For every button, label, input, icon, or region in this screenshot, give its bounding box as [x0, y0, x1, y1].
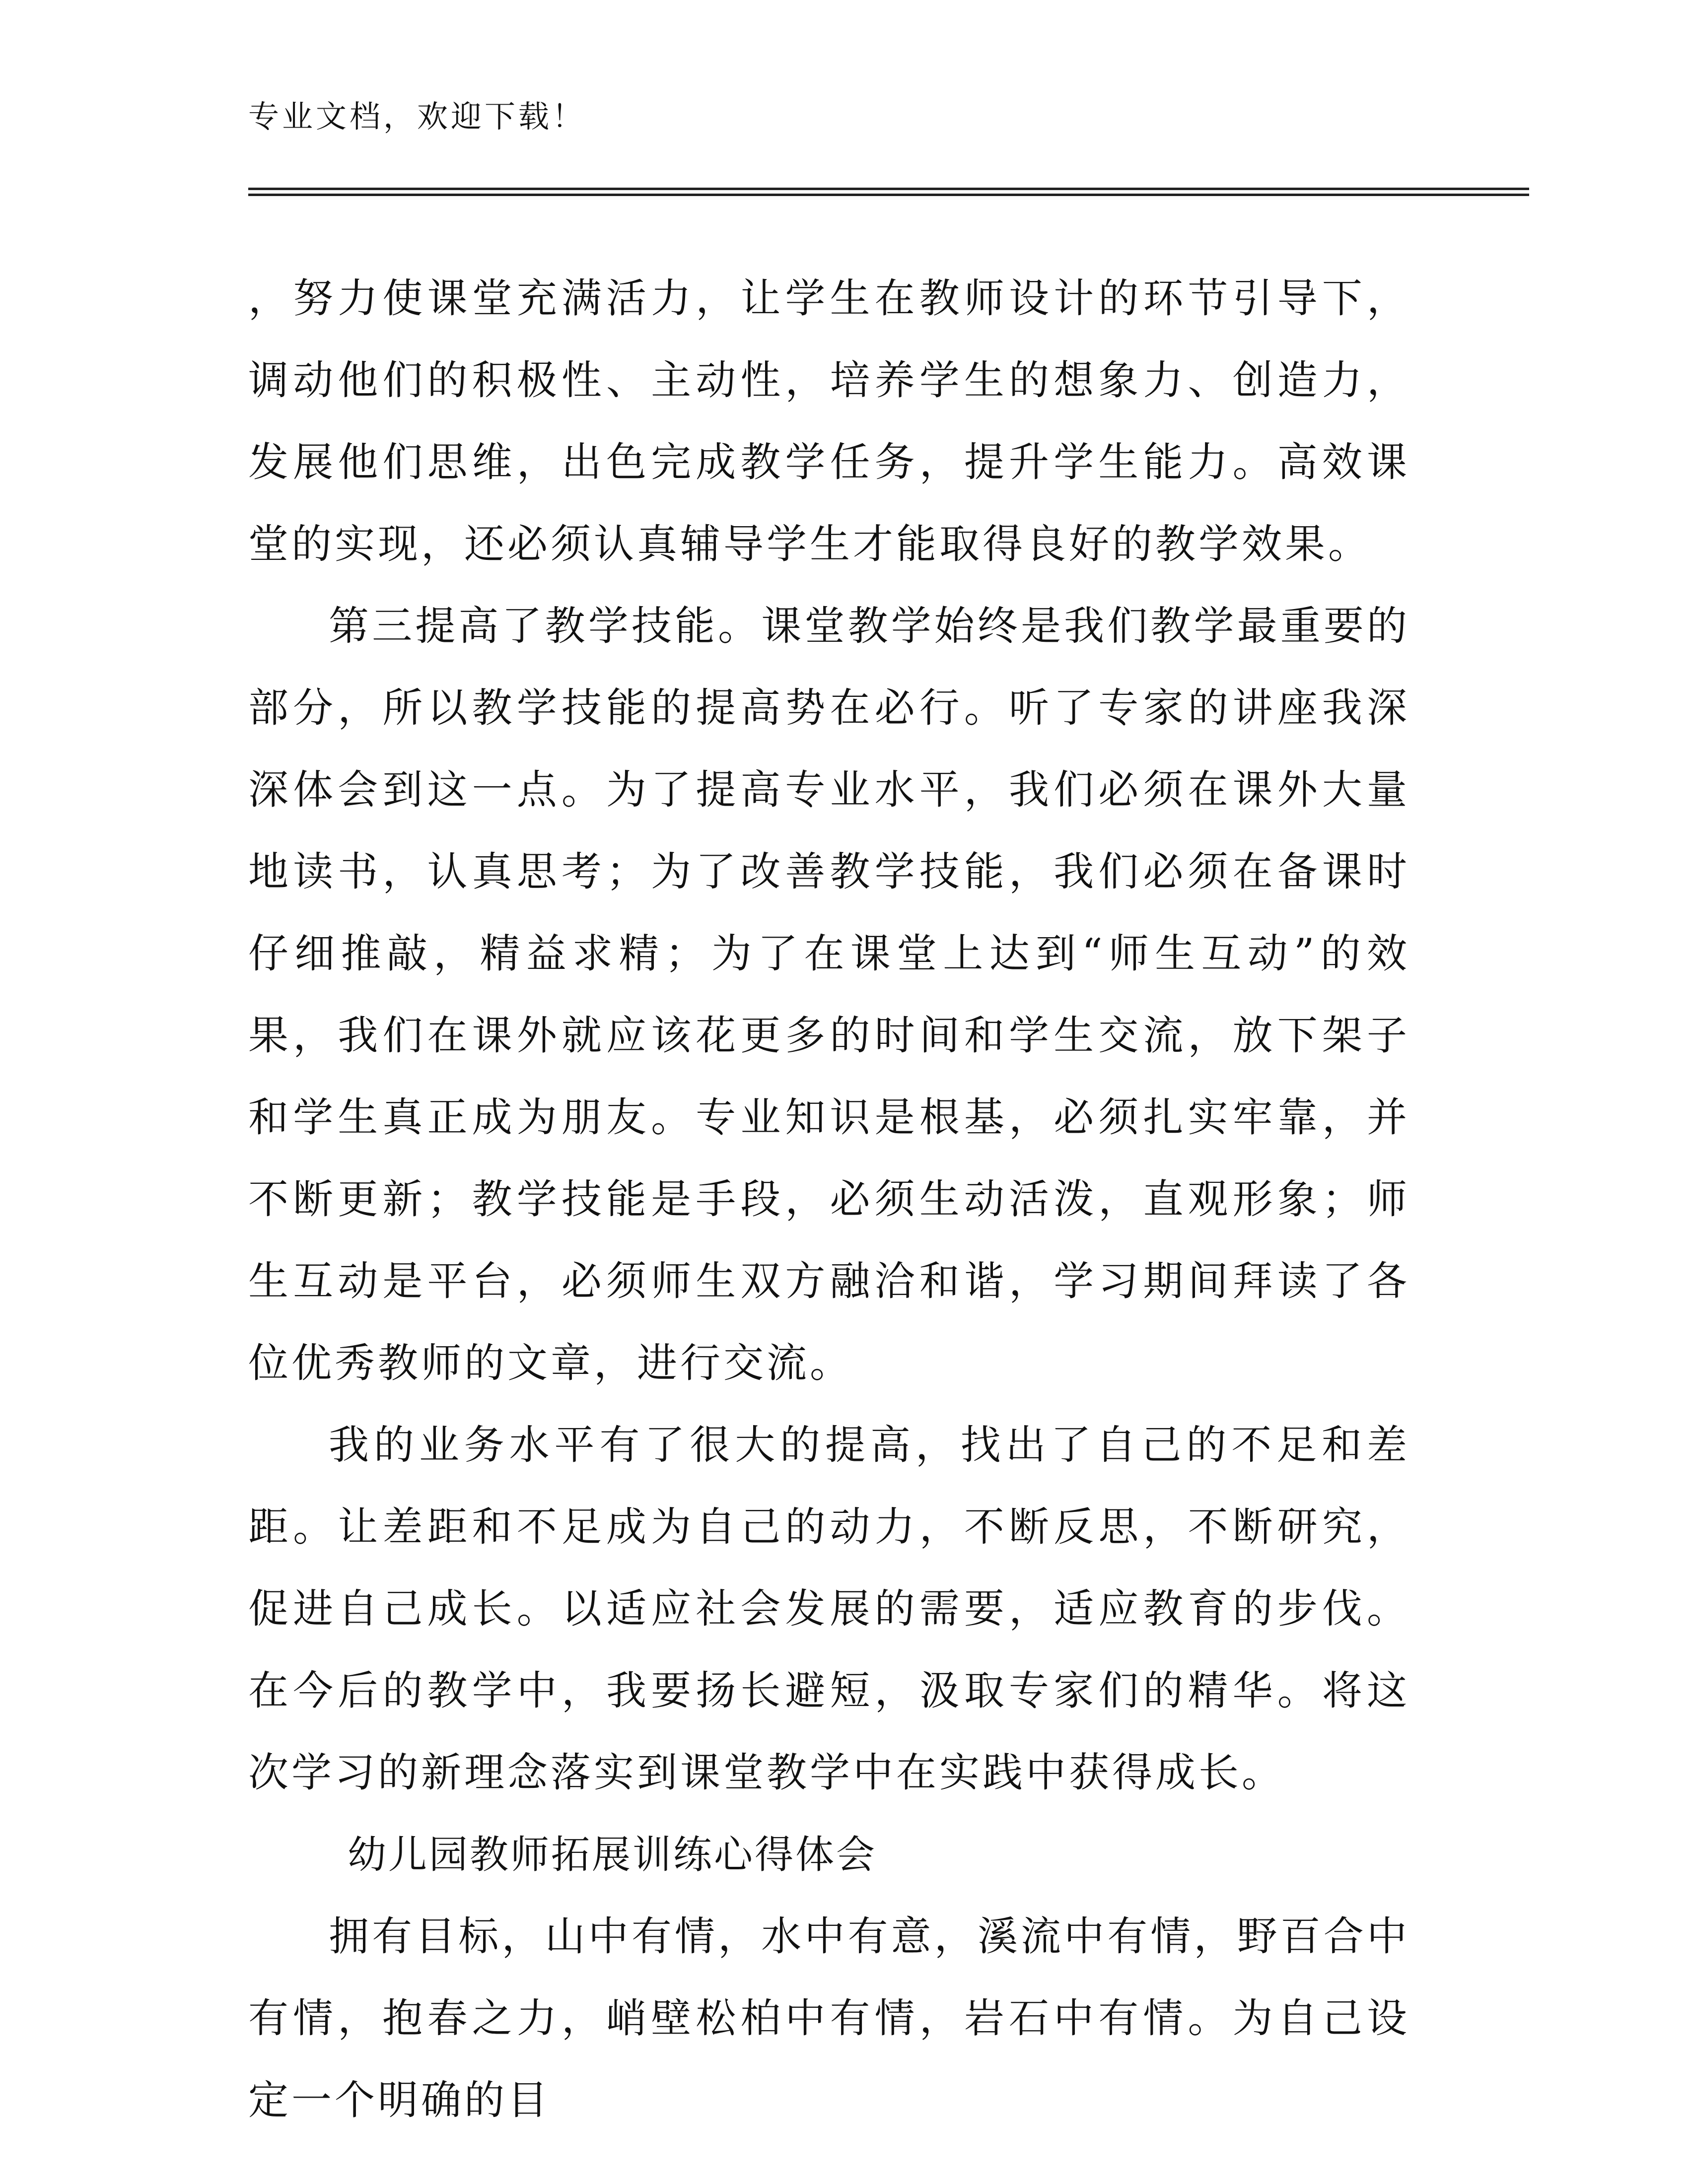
paragraph-continuation: ，努力使课堂充满活力，让学生在教师设计的环节引导下，调动他们的积极性、主动性，培养学生的想象力、创造力，发展他们思维，出色完成教学任务，提升学生能力。高效课堂的实现，还必须认真辅导学生才能取得良好的教学效果。: [248, 275, 1410, 568]
paragraph-goals: 拥有目标，山中有情，水中有意，溪流中有情，野百合中有情，抱春之力，峭壁松柏中有情，岩石中有情。为自己设定一个明确的目: [248, 1913, 1410, 2124]
header-rule-bottom: [248, 194, 1529, 196]
paragraph-improvement: 我的业务水平有了很大的提高，找出了自己的不足和差距。让差距和不足成为自己的动力，不断反思，不断研究，促进自己成长。以适应社会发展的需要，适应教育的步伐。在今后的教学中，我要扬长避短，汲取专家们的精华。将这次学习的新理念落实到课堂教学中在实践中获得成长。: [248, 1422, 1410, 1796]
section-heading: 幼儿园教师拓展训练心得体会: [348, 1833, 877, 1877]
paragraph-teaching-skills: 第三提高了教学技能。课堂教学始终是我们教学最重要的部分，所以教学技能的提高势在必行。听了专家的讲座我深深体会到这一点。为了提高专业水平，我们必须在课外大量地读书，认真思考；为了改善教学技能，我们必须在备课时仔细推敲，精益求精；为了在课堂上达到“师生互动”的效果，我们在课外就应该花更多的时间和学生交流，放下架子和学生真正成为朋友。专业知识是根基，必须扎实牢靠，并不断更新；教学技能是手段，必须生动活泼，直观形象；师生互动是平台，必须师生双方融洽和谐，学习期间拜读了各位优秀教师的文章，进行交流。: [248, 603, 1410, 1387]
document-body: [248, 258, 1410, 2142]
header-rule-top: [248, 188, 1529, 190]
page-header-text: 专业文档，欢迎下载！: [248, 98, 586, 135]
